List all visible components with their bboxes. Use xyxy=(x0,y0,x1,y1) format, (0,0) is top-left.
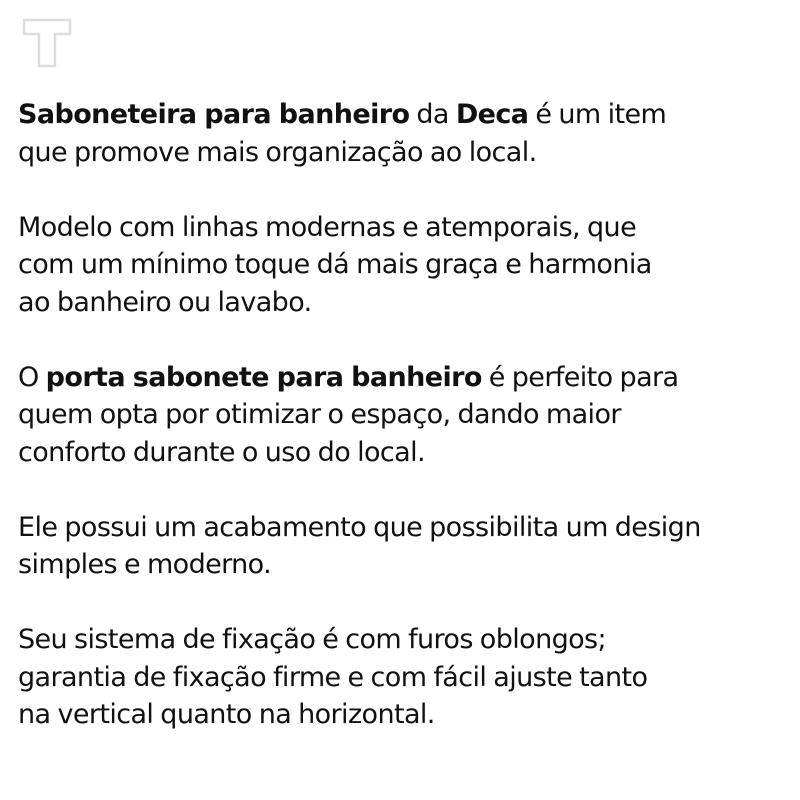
text-line xyxy=(18,434,788,472)
text-line xyxy=(18,359,788,397)
text-segment: é um item xyxy=(528,99,667,130)
paragraph xyxy=(18,359,788,472)
bold-phrase: Deca xyxy=(455,99,529,130)
text-segment: garantia de fixação firme e com fácil ajuste tanto xyxy=(18,661,648,693)
text-line xyxy=(18,284,788,322)
text-line xyxy=(18,509,788,547)
text-segment: da xyxy=(409,99,456,130)
text-segment: simples e moderno. xyxy=(18,549,272,580)
text-line xyxy=(18,134,788,172)
text-line xyxy=(18,546,788,584)
text-segment: quem opta por otimizar o espaço, dando maior xyxy=(18,399,621,430)
text-segment: conforto durante o uso do local. xyxy=(18,436,425,468)
bold-phrase: porta sabonete para banheiro xyxy=(45,361,482,393)
brand-logo-icon xyxy=(18,14,76,72)
text-segment: Seu sistema de fixação é com furos oblongos; xyxy=(18,624,607,655)
text-line xyxy=(18,96,788,134)
text-segment: O xyxy=(18,361,46,393)
text-segment: Ele possui um acabamento que possibilita um design xyxy=(18,511,701,543)
text-segment: na vertical quanto na horizontal. xyxy=(18,699,435,730)
text-line xyxy=(18,246,788,284)
text-segment: é perfeito para xyxy=(481,361,679,393)
text-line xyxy=(18,209,788,247)
product-description xyxy=(18,96,788,771)
text-line xyxy=(18,396,788,434)
paragraph xyxy=(18,96,788,171)
text-segment: com um mínimo toque dá mais graça e harmonia xyxy=(18,249,652,280)
bold-phrase: Saboneteira para banheiro xyxy=(18,99,410,130)
text-segment: Modelo com linhas modernas e atemporais, que xyxy=(18,211,637,243)
text-segment: que promove mais organização ao local. xyxy=(18,136,537,168)
text-line xyxy=(18,696,788,734)
paragraph xyxy=(18,209,788,322)
paragraph xyxy=(18,621,788,734)
paragraph xyxy=(18,509,788,584)
text-line xyxy=(18,621,788,659)
text-segment: ao banheiro ou lavabo. xyxy=(18,286,312,318)
text-line xyxy=(18,659,788,697)
